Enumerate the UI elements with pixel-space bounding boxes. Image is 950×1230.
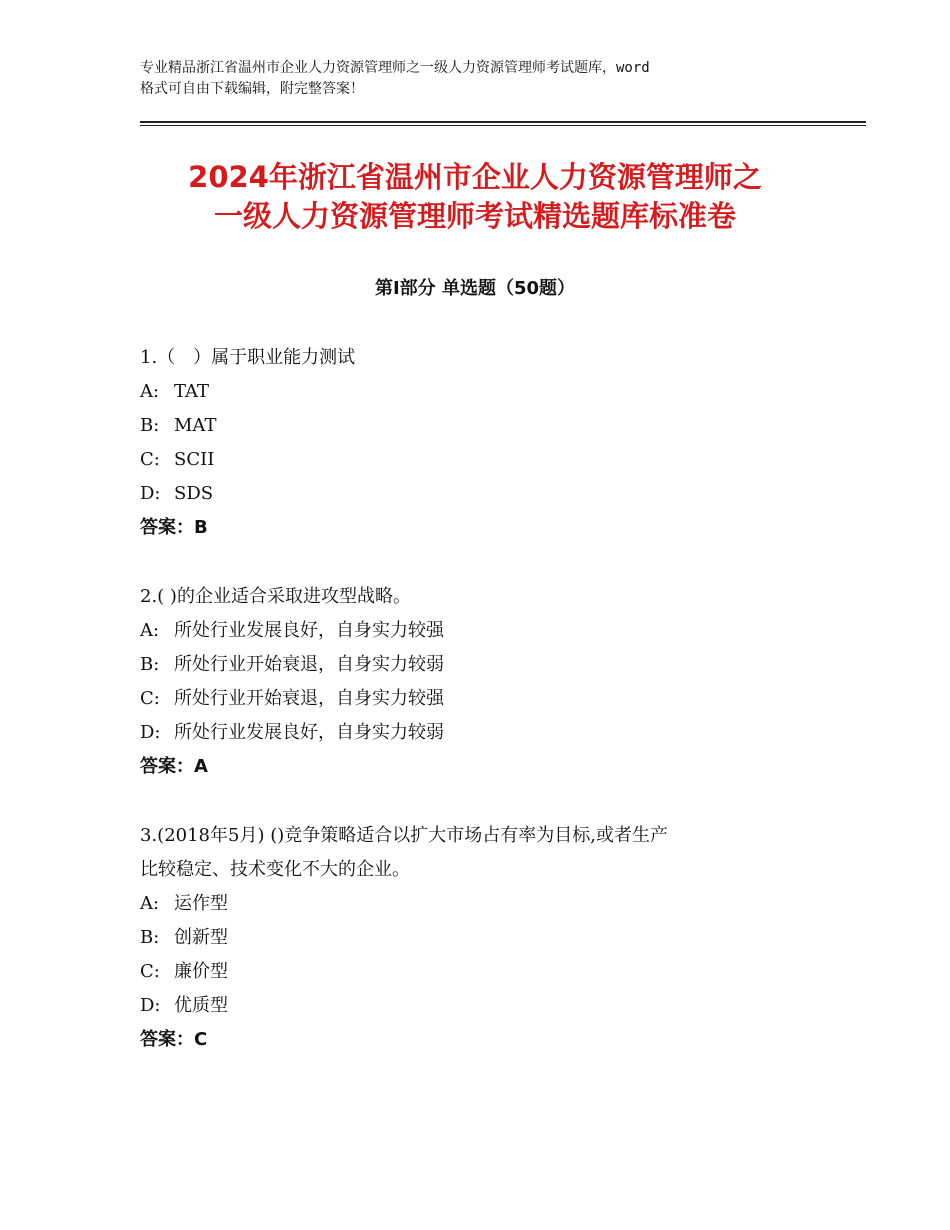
option-c bbox=[140, 682, 840, 716]
answer-value: C bbox=[194, 1029, 208, 1050]
option-b bbox=[140, 921, 840, 955]
option-key: C: bbox=[140, 961, 160, 982]
option-text: 所处行业发展良好，自身实力较弱 bbox=[174, 722, 444, 743]
answer bbox=[140, 511, 840, 545]
option-text: 所处行业开始衰退，自身实力较强 bbox=[174, 688, 444, 709]
document-title-line-2: 一级人力资源管理师考试精选题库标准卷 bbox=[213, 199, 736, 233]
answer-label: 答案： bbox=[140, 756, 194, 777]
option-key: D: bbox=[140, 483, 161, 504]
header-rule-thin bbox=[140, 125, 866, 126]
option-a bbox=[140, 375, 840, 409]
header-note-line-1: 专业精品浙江省温州市企业人力资源管理师之一级人力资源管理师考试题库，word bbox=[140, 60, 650, 76]
section-title: 第Ⅰ部分 单选题（50题） bbox=[374, 278, 575, 299]
question-3 bbox=[140, 819, 840, 1057]
question-stem-line-1: 3.(2018年5月) ()竞争策略适合以扩大市场占有率为目标,或者生产 bbox=[140, 825, 668, 846]
option-key: B: bbox=[140, 415, 160, 436]
option-a bbox=[140, 887, 840, 921]
option-key: A: bbox=[140, 893, 160, 914]
option-key: D: bbox=[140, 995, 161, 1016]
option-a bbox=[140, 614, 840, 648]
option-key: B: bbox=[140, 927, 160, 948]
header-note-line-2: 格式可自由下载编辑，附完整答案！ bbox=[140, 81, 364, 97]
option-text: TAT bbox=[174, 381, 210, 402]
header-rule-thick bbox=[140, 121, 866, 123]
question-stem: 1.（ ）属于职业能力测试 bbox=[140, 347, 356, 368]
option-key: B: bbox=[140, 654, 160, 675]
answer bbox=[140, 750, 840, 784]
answer-value: B bbox=[194, 517, 208, 538]
option-b bbox=[140, 648, 840, 682]
option-b bbox=[140, 409, 840, 443]
option-d bbox=[140, 989, 840, 1023]
option-key: A: bbox=[140, 381, 160, 402]
option-text: SDS bbox=[174, 483, 214, 504]
option-d bbox=[140, 716, 840, 750]
question-1 bbox=[140, 341, 840, 545]
option-key: C: bbox=[140, 688, 160, 709]
question-stem: 2.( )的企业适合采取进攻型战略。 bbox=[140, 586, 411, 607]
question-2 bbox=[140, 580, 840, 784]
document-title-line-1: 2024年浙江省温州市企业人力资源管理师之 bbox=[188, 160, 762, 194]
option-text: 廉价型 bbox=[174, 961, 228, 982]
option-text: 所处行业开始衰退，自身实力较弱 bbox=[174, 654, 444, 675]
option-text: SCII bbox=[174, 449, 215, 470]
answer-label: 答案： bbox=[140, 517, 194, 538]
header-note bbox=[140, 58, 830, 100]
answer-value: A bbox=[194, 756, 208, 777]
answer-label: 答案： bbox=[140, 1029, 194, 1050]
option-text: 运作型 bbox=[174, 893, 228, 914]
option-text: 所处行业发展良好，自身实力较强 bbox=[174, 620, 444, 641]
question-stem-line-2: 比较稳定、技术变化不大的企业。 bbox=[140, 859, 410, 880]
option-key: D: bbox=[140, 722, 161, 743]
option-key: C: bbox=[140, 449, 160, 470]
option-c bbox=[140, 955, 840, 989]
option-text: 创新型 bbox=[174, 927, 228, 948]
option-c bbox=[140, 443, 840, 477]
answer bbox=[140, 1023, 840, 1057]
option-d bbox=[140, 477, 840, 511]
option-text: MAT bbox=[174, 415, 217, 436]
document-title bbox=[100, 158, 850, 236]
option-key: A: bbox=[140, 620, 160, 641]
option-text: 优质型 bbox=[174, 995, 228, 1016]
